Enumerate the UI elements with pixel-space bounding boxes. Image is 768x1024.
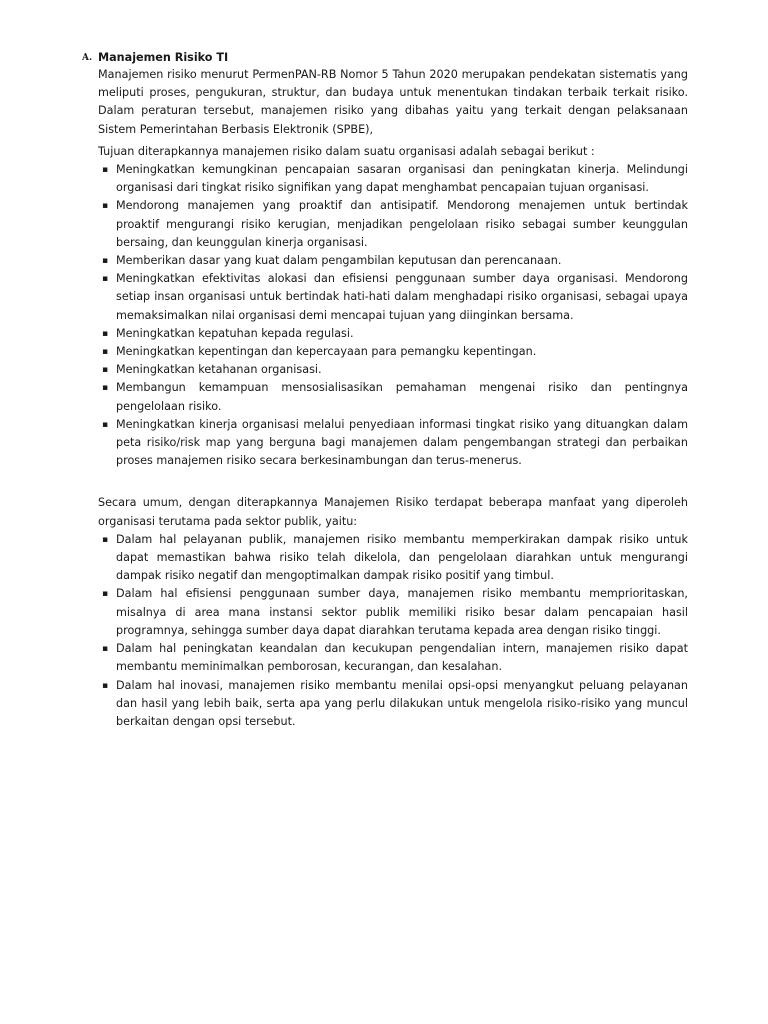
list-item-text: Meningkatkan kepentingan dan kepercayaan para pemangku kepentingan.	[116, 345, 537, 359]
list-item	[98, 677, 688, 732]
goals-list	[98, 161, 688, 470]
list-item-text: Meningkatkan kemungkinan pencapaian sasaran organisasi dan peningkatan kinerja. Melindungi organisasi dari tingkat risiko signifikan yang dapat menghambat pencapaian tujuan organisasi.	[116, 163, 688, 195]
document-body	[82, 50, 688, 731]
list-item-text: Dalam hal efisiensi penggunaan sumber daya, manajemen risiko membantu memprioritaskan, misalnya di area mana instansi sektor publik memiliki risiko besar dalam pencapaian hasil programnya, sehingga sumber daya dapat diarahkan terutama kepada area dengan risiko tinggi.	[116, 587, 688, 637]
list-item-text: Membangun kemampuan mensosialisasikan pemahaman mengenai risiko dan pentingnya pengelolaan risiko.	[116, 381, 688, 413]
list-item	[98, 531, 688, 586]
bullet-icon: ▪	[102, 165, 109, 176]
goals-lead: Tujuan diterapkannya manajemen risiko dalam suatu organisasi adalah sebagai berikut :	[98, 144, 595, 158]
bullet-icon: ▪	[102, 589, 109, 600]
bullet-icon: ▪	[102, 419, 109, 430]
bullet-icon: ▪	[102, 274, 109, 285]
list-item-text: Dalam hal pelayanan publik, manajemen risiko membantu memperkirakan dampak risiko untuk dapat memastikan bahwa risiko telah dikelola, dan pengelolaan diarahkan untuk mengurangi dampak risiko negatif dan mengoptimalkan dampak risiko positif yang timbul.	[116, 532, 688, 583]
list-item	[98, 343, 688, 361]
list-item-text: Dalam hal peningkatan keandalan dan kecukupan pengendalian intern, manajemen risiko dapat membantu meminimalkan pemborosan, kecurangan, dan kesalahan.	[116, 642, 688, 674]
bullet-icon: ▪	[102, 256, 109, 267]
list-item-text: Dalam hal inovasi, manajemen risiko membantu menilai opsi-opsi menyangkut peluang pelayanan dan hasil yang lebih baik, serta apa yang perlu dilakukan untuk mengelola risiko-risiko yang muncul berkaitan dengan opsi tersebut.	[116, 678, 688, 728]
list-item	[98, 197, 688, 252]
list-item	[98, 325, 688, 343]
benefits-lead: Secara umum, dengan diterapkannya Manajemen Risiko terdapat beberapa manfaat yang diperoleh organisasi terutama pada sektor publik, yaitu:	[98, 496, 688, 528]
list-item-text: Meningkatkan kepatuhan kepada regulasi.	[116, 326, 354, 340]
list-item	[98, 416, 688, 471]
benefits-list	[98, 531, 688, 731]
list-item	[98, 640, 688, 676]
list-item	[98, 361, 688, 379]
bullet-icon: ▪	[102, 680, 109, 691]
list-item-text: Memberikan dasar yang kuat dalam pengambilan keputusan dan perencanaan.	[116, 254, 562, 268]
section-letter: A.	[82, 53, 93, 63]
list-item	[98, 252, 688, 270]
paragraph-spacer	[98, 470, 688, 490]
bullet-icon: ▪	[102, 365, 109, 376]
list-item	[98, 161, 688, 197]
bullet-icon: ▪	[102, 347, 109, 358]
list-item-text: Mendorong manajemen yang proaktif dan antisipatif. Mendorong menajemen untuk bertindak proaktif mengurangi risiko kerugian, menjadikan pengelolaan risiko sebagai sumber keunggulan bersaing, dan keunggulan kinerja organisasi.	[116, 199, 688, 249]
intro-paragraph: Manajemen risiko menurut PermenPAN-RB Nomor 5 Tahun 2020 merupakan pendekatan sistematis yang meliputi proses, pengukuran, struktur, dan budaya untuk menentukan tindakan terbaik terkait risiko. Dalam peraturan tersebut, manajemen risiko yang dibahas yaitu yang terkait dengan pelaksanaan Sistem Pemerintahan Berbasis Elektronik (SPBE),	[98, 68, 688, 136]
list-item-text: Meningkatkan kinerja organisasi melalui penyediaan informasi tingkat risiko yang dituangkan dalam peta risiko/risk map yang berguna bagi manajemen dalam pengembangan strategi dan perbaikan proses manajemen risiko secara berkesinambungan dan terus-menerus.	[116, 417, 688, 468]
section-heading	[82, 50, 688, 66]
bullet-icon: ▪	[102, 201, 109, 212]
list-item-text: Meningkatkan efektivitas alokasi dan efisiensi penggunaan sumber daya organisasi. Mendorong setiap insan organisasi untuk bertindak hati-hati dalam menghadapi risiko organisasi, sebagai upaya memaksimalkan nilai organisasi demi mencapai tujuan yang diinginkan bersama.	[116, 272, 688, 322]
bullet-icon: ▪	[102, 383, 109, 394]
bullet-icon: ▪	[102, 534, 109, 545]
bullet-icon: ▪	[102, 644, 109, 655]
bullet-icon: ▪	[102, 328, 109, 339]
list-item	[98, 379, 688, 415]
section-title: Manajemen Risiko TI	[98, 51, 229, 64]
list-item	[98, 270, 688, 325]
list-item-text: Meningkatkan ketahanan organisasi.	[116, 363, 322, 377]
list-item	[98, 585, 688, 640]
